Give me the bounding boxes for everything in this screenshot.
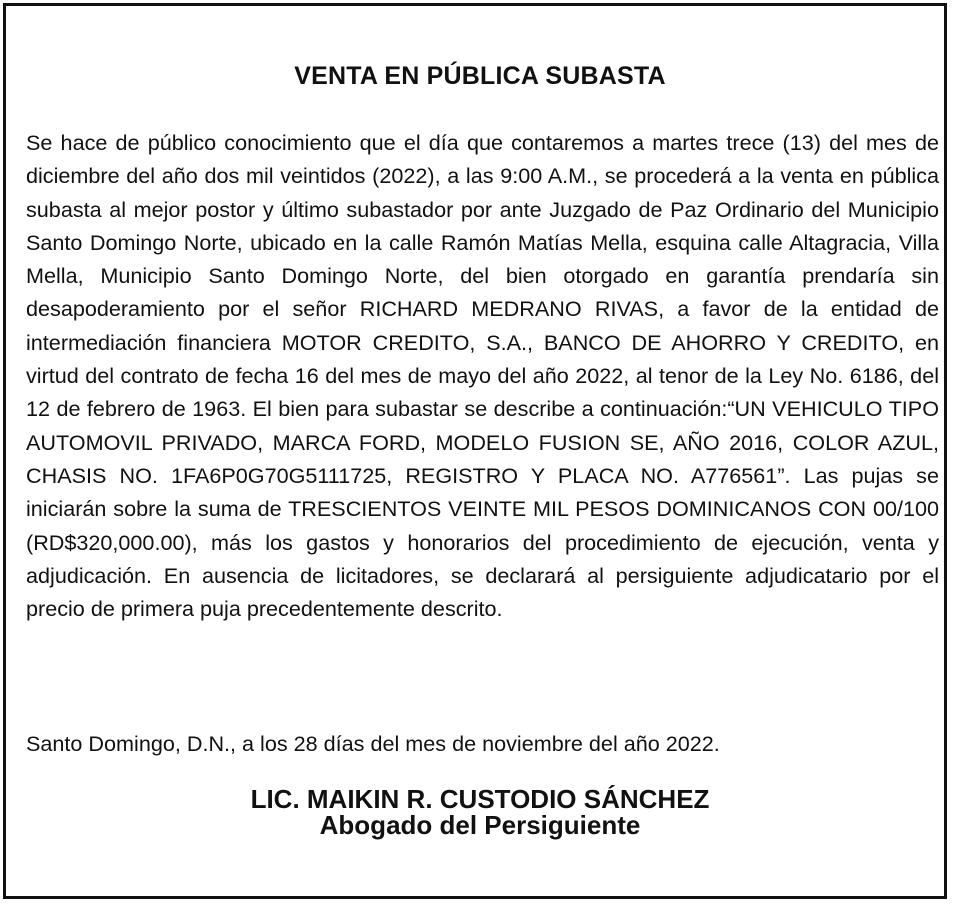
notice-place-date: Santo Domingo, D.N., a los 28 días del mes de noviembre del año 2022. — [26, 731, 720, 756]
notice-title: VENTA EN PÚBLICA SUBASTA — [294, 62, 666, 90]
notice-body: Se hace de público conocimiento que el día que contaremos a martes trece (13) del mes de diciembre del año dos mil veintidos (2022), a las 9:00 A.M., se procederá a la venta en pública subasta al mejor postor y último subastador por ante Juzgado de Paz Ordinario del Municipio Santo Domingo Norte, ubicado en la calle Ramón Matías Mella, esquina calle Altagracia, Villa Mella, Municipio Santo Domingo Norte, del bien otorgado en garantía prendaría sin desapoderamiento por el señor RICHARD MEDRANO RIVAS, a favor de la entidad de intermediación financiera MOTOR CREDITO, S.A., BANCO DE AHORRO Y CREDITO, en virtud del contrato de fecha 16 del mes de mayo del año 2022, al tenor de la Ley No. 6186, del 12 de febrero de 1963. El bien para subastar se describe a continuación:“UN VEHICULO TIPO AUTOMOVIL PRIVADO, MARCA FORD, MODELO FUSION SE, AÑO 2016, COLOR AZUL, CHASIS NO. 1FA6P0G70G5111725, REGISTRO Y PLACA NO. A776561”. Las pujas se iniciarán sobre la suma de TRESCIENTOS VEINTE MIL PESOS DOMINICANOS CON 00/100 (RD$320,000.00), más los gastos y honorarios del procedimiento de ejecución, venta y adjudicación. En ausencia de licitadores, se declarará al persiguiente adjudicatario por el precio de primera puja precedentemente descrito. — [26, 130, 939, 622]
signature-name: LIC. MAIKIN R. CUSTODIO SÁNCHEZ — [250, 784, 710, 814]
signature-role: Abogado del Persiguiente — [319, 810, 641, 840]
notice-frame — [3, 3, 947, 899]
